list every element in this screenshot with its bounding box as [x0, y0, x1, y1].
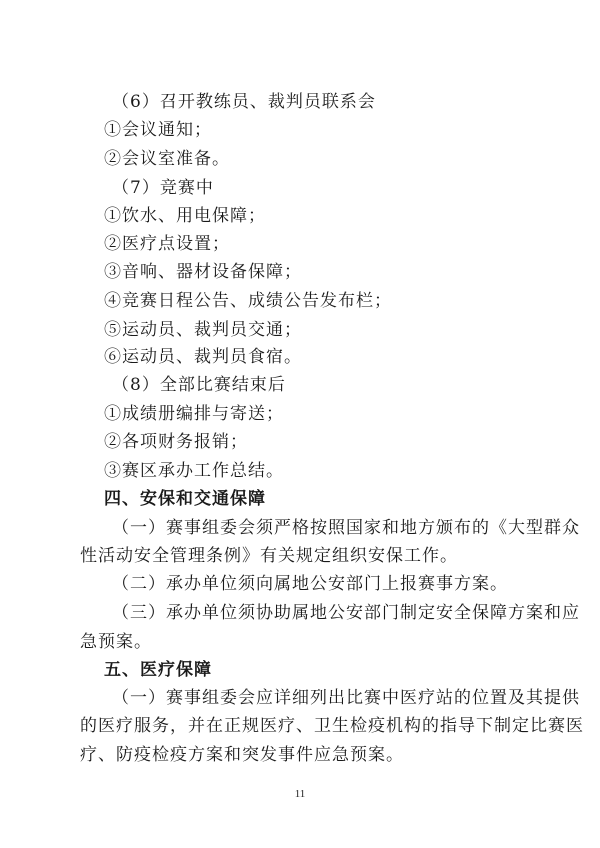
item-6-heading: （6）召开教练员、裁判员联系会 [112, 92, 376, 112]
item-7-3: ③音响、器材设备保障； [104, 262, 302, 282]
section-5-para-1-line-3: 疗、防疫检疫方案和突发事件应急预案。 [80, 745, 404, 765]
item-8-2: ②各项财务报销； [104, 432, 248, 452]
section-4-para-3-line-2: 急预案。 [80, 632, 152, 652]
item-6-1: ①会议通知； [104, 120, 212, 140]
item-7-heading: （7）竞赛中 [112, 178, 214, 198]
section-4-para-1-line-1: （一）赛事组委会须严格按照国家和地方颁布的《大型群众 [112, 518, 580, 538]
section-4-para-1-line-2: 性活动安全管理条例》有关规定组织安保工作。 [80, 546, 458, 566]
item-7-4: ④竞赛日程公告、成绩公告发布栏； [104, 291, 392, 311]
item-8-heading: （8）全部比赛结束后 [112, 375, 286, 395]
section-4-para-3-line-1: （三）承办单位须协助属地公安部门制定安全保障方案和应 [112, 603, 580, 623]
item-7-6: ⑥运动员、裁判员食宿。 [104, 347, 302, 367]
item-6-2: ②会议室准备。 [104, 149, 230, 169]
item-7-1: ①饮水、用电保障； [104, 206, 266, 226]
item-7-2: ②医疗点设置； [104, 234, 230, 254]
section-5-heading: 五、医疗保障 [104, 660, 212, 680]
item-7-5: ⑤运动员、裁判员交通； [104, 320, 302, 340]
section-4-para-2: （二）承办单位须向属地公安部门上报赛事方案。 [112, 574, 508, 594]
page-number: 11 [294, 788, 306, 800]
item-8-1: ①成绩册编排与寄送； [104, 404, 284, 424]
item-8-3: ③赛区承办工作总结。 [104, 461, 284, 481]
section-5-para-1-line-2: 的医疗服务，并在正规医疗、卫生检疫机构的指导下制定比赛医 [80, 716, 584, 736]
section-4-heading: 四、安保和交通保障 [104, 489, 266, 509]
section-5-para-1-line-1: （一）赛事组委会应详细列出比赛中医疗站的位置及其提供 [112, 688, 580, 708]
